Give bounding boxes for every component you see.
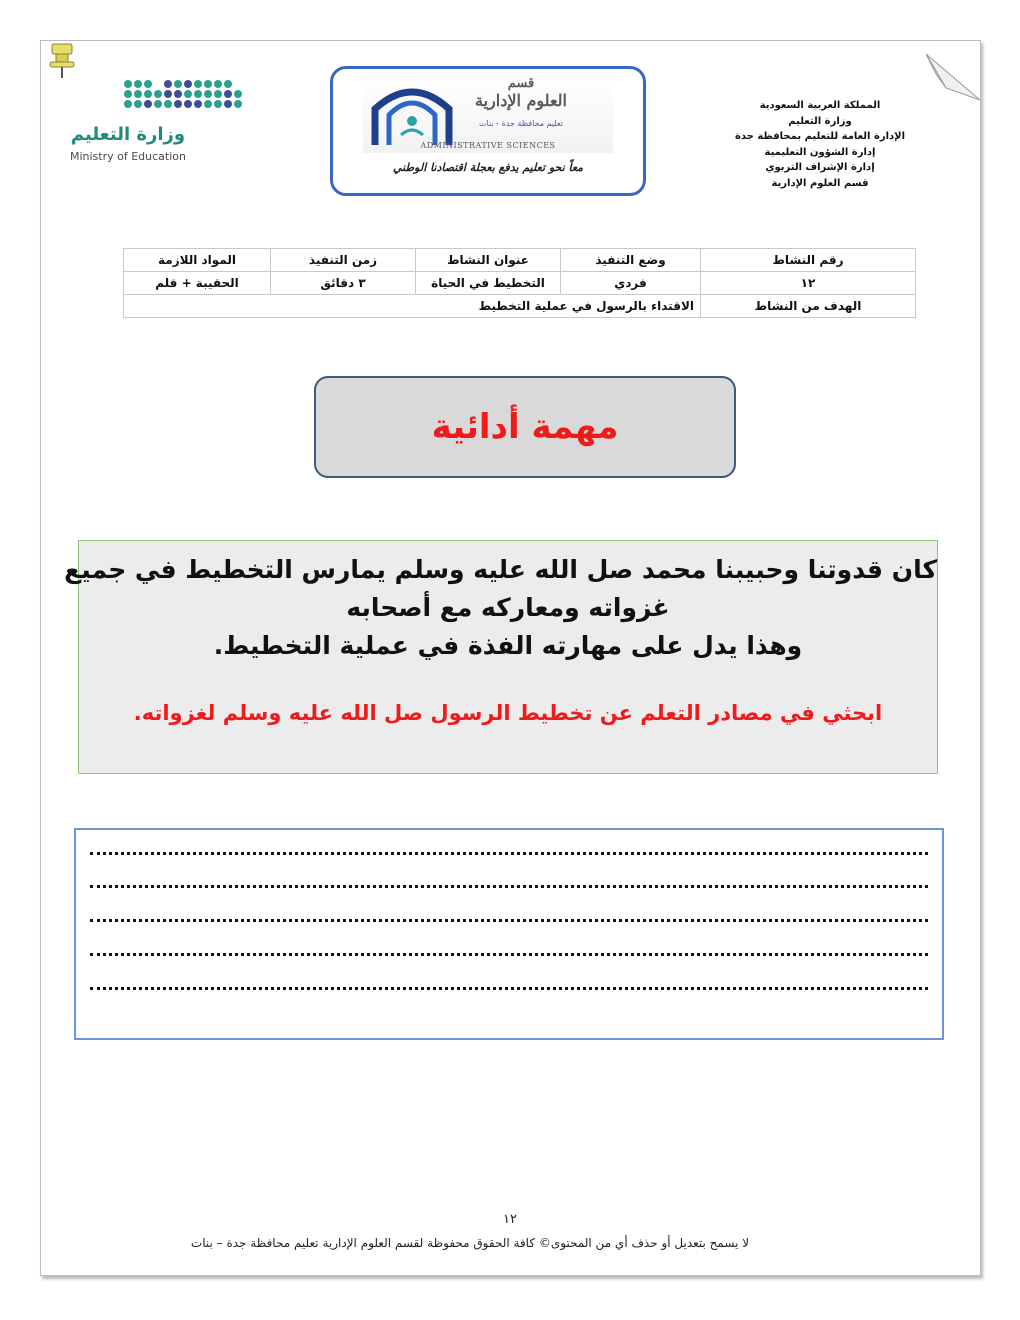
table-values-row [124, 272, 916, 295]
answer-line-3[interactable] [90, 919, 928, 922]
goal-value: الاقتداء بالرسول في عملية التخطيط [124, 295, 701, 318]
gov-line-kingdom: المملكة العربية السعودية [759, 100, 881, 111]
description-line-2: غزواته ومعاركه مع أصحابه [346, 593, 670, 622]
task-description-box [64, 540, 938, 774]
logo-subtitle: تعليم محافظة جدة - بنات [478, 119, 564, 128]
department-logo [330, 66, 646, 196]
gov-line-department: قسم العلوم الإدارية [771, 177, 869, 189]
header-execution-mode: وضع التنفيذ [561, 249, 701, 272]
value-execution-time: ٣ دقائق [271, 272, 416, 295]
pushpin-icon [44, 40, 80, 80]
activity-info-table [123, 248, 916, 318]
task-title-box [314, 376, 736, 478]
answer-line-1[interactable] [90, 852, 928, 855]
value-activity-number: ١٢ [701, 272, 916, 295]
value-execution-mode: فردي [561, 272, 701, 295]
table-goal-row [124, 295, 916, 318]
answer-box[interactable] [74, 828, 944, 1040]
gov-line-directorate: الإدارة العامة للتعليم بمحافظة جدة [734, 131, 906, 142]
logo-dept-name [451, 75, 591, 109]
page-number: ١٢ [503, 1212, 517, 1227]
logo-slogan: معاً نحو تعليم يدفع بعجلة اقتصادنا الوطني [392, 161, 584, 174]
header-activity-number: رقم النشاط [701, 249, 916, 272]
logo-dept-line2: العلوم الإدارية [475, 91, 567, 110]
answer-line-2[interactable] [90, 885, 928, 888]
description-line-3: وهذا يدل على مهارته الفذة في عملية التخطيط. [213, 631, 803, 660]
value-materials: الحقيبة + قلم [124, 272, 271, 295]
description-line-1: كان قدوتنا وحبيبنا محمد صل الله عليه وسلم يمارس التخطيط في جميع [64, 555, 937, 584]
page-curl-icon [926, 54, 980, 100]
header-execution-time: زمن التنفيذ [271, 249, 416, 272]
ministry-name-english: Ministry of Education [69, 150, 186, 163]
ministry-name-arabic: وزارة التعليم [70, 124, 186, 145]
gov-line-ministry: وزارة التعليم [788, 115, 852, 127]
value-activity-title: التخطيط في الحياة [416, 272, 561, 295]
arch-logo-icon [367, 79, 457, 145]
task-title: مهمة أدائية [431, 407, 619, 447]
answer-line-4[interactable] [90, 953, 928, 956]
gov-line-affairs: إدارة الشؤون التعليمية [764, 146, 876, 158]
task-question: ابحثي في مصادر التعلم عن تخطيط الرسول صل الله عليه وسلم لغزواته. [133, 701, 883, 725]
header-activity-title: عنوان النشاط [416, 249, 561, 272]
logo-dept-line1: قسم [507, 76, 535, 91]
header-materials: المواد اللازمة [124, 249, 271, 272]
goal-label: الهدف من النشاط [701, 295, 916, 318]
answer-line-5[interactable] [90, 987, 928, 990]
copyright-footer: لا يسمح بتعديل أو حذف أي من المحتوى© كافة الحقوق محفوظة لقسم العلوم الإدارية تعليم محافظة جدة – بنات [190, 1236, 750, 1250]
government-header [720, 98, 920, 191]
gov-line-supervision: إدارة الإشراف التربوي [765, 162, 875, 173]
logo-english: ADMINISTRATIVE SCIENCES [420, 141, 556, 150]
table-header-row [124, 249, 916, 272]
task-description [64, 551, 937, 665]
